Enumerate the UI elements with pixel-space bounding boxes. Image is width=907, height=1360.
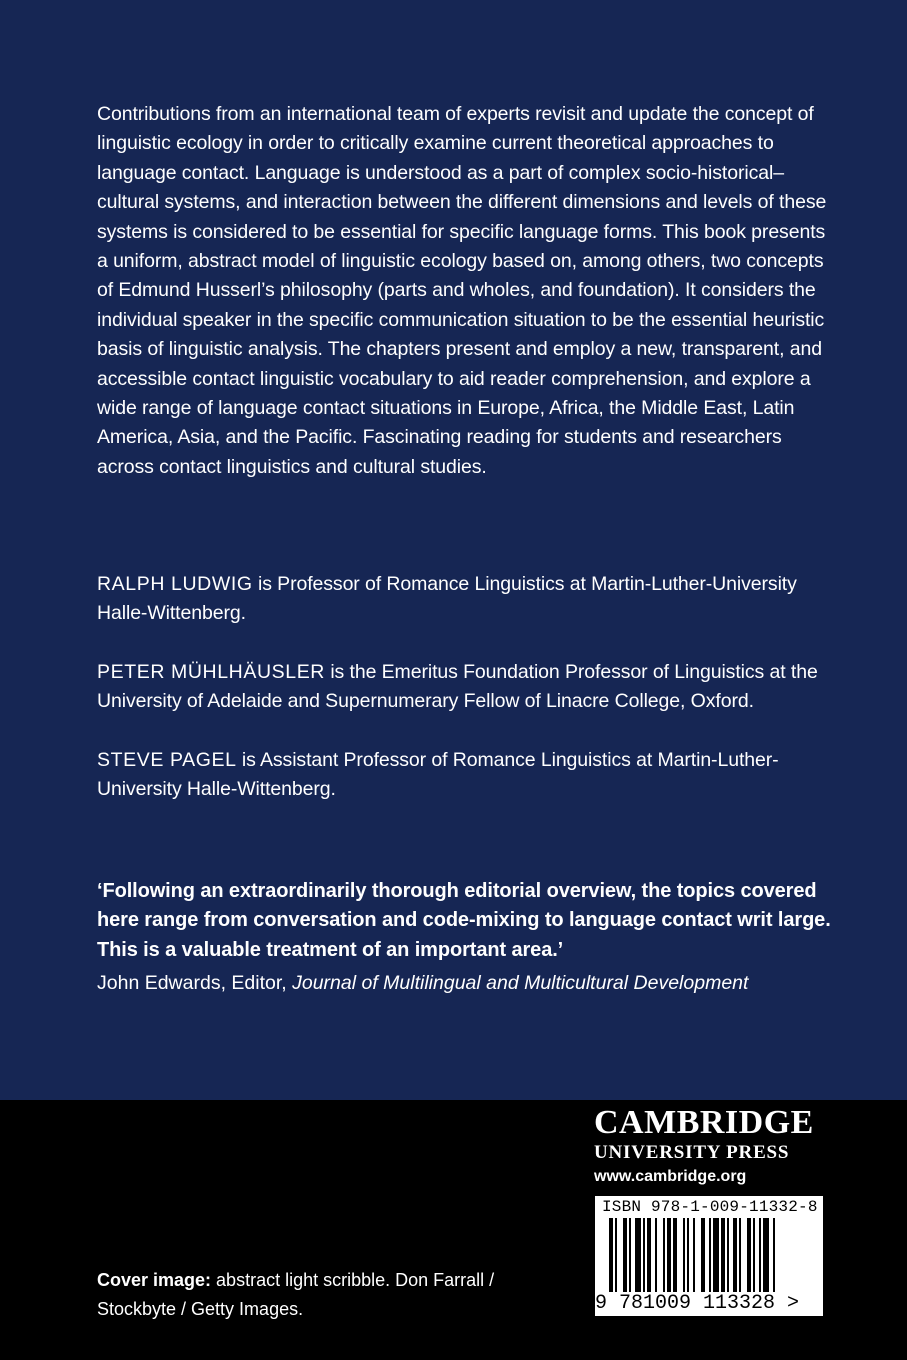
author-bio-pagel (97, 746, 837, 805)
author-bio-muhlhausler (97, 658, 837, 717)
review-block (97, 877, 857, 998)
author-description: is the Emeritus Foundation Professor of Linguistics at the University of Adelaide and Supernumerary Fellow of Linacre College, Oxford. (97, 660, 818, 713)
credit-label: Cover image: (97, 1270, 212, 1290)
author-description: is Professor of Romance Linguistics at Martin-Luther-University Halle-Wittenberg. (97, 573, 797, 625)
author-name: RALPH LUDWIG (97, 573, 253, 595)
journal-title: Journal of Multilingual and Multicultural Development (292, 972, 749, 995)
cover-footer-panel (0, 1100, 907, 1360)
barcode-label (595, 1196, 823, 1316)
publisher-logo (594, 1104, 834, 1190)
book-description: Contributions from an international team of experts revisit and update the concept of linguistic ecology in order to critically examine current theoretical approaches to language contact. Language is understood as a part of complex socio-historical–cultural systems, and interaction between the different dimensions and levels of these systems is considered to be essential for specific language forms. This book presents a uniform, abstract model of linguistic ecology based on, among others, two concepts of Edmund Husserl’s philosophy (parts and wholes, and foundation). It considers the individual speaker in the specific communication situation to be the essential heuristic basis of linguistic analysis. The chapters present and employ a new, transparent, and accessible contact linguistic vocabulary to aid reader comprehension, and explore a wide range of language contact situations in Europe, Africa, the Middle East, Latin America, Asia, and the Pacific. Fascinating reading for students and researchers across contact linguistics and cultural studies. (97, 103, 827, 478)
reviewer-name: John Edwards, Editor, (97, 972, 293, 995)
cover-image-credit (97, 1266, 537, 1324)
author-bio-ludwig (97, 570, 837, 629)
author-description: is Assistant Professor of Romance Linguistics at Martin-Luther-University Halle-Wittenberg. (97, 748, 779, 801)
author-name: STEVE PAGEL (97, 748, 237, 771)
review-attribution (97, 969, 857, 998)
publisher-subtitle: UNIVERSITY PRESS (594, 1142, 790, 1163)
barcode-digits: 9 781009 113328 > (595, 1292, 800, 1315)
review-quote: ‘Following an extraordinarily thorough editorial overview, the topics covered here range from conversation and code-mixing to language contact writ large. This is a valuable treatment of an important area.’ (97, 880, 831, 961)
publisher-name: CAMBRIDGE (594, 1104, 814, 1141)
author-name: PETER MÜHLHÄUSLER (97, 660, 325, 683)
credit-text: abstract light scribble. Don Farrall / Stockbyte / Getty Images. (97, 1270, 495, 1319)
isbn-number: ISBN 978-1-009-11332-8 (602, 1198, 818, 1216)
publisher-url: www.cambridge.org (594, 1168, 747, 1185)
author-bios (97, 570, 837, 833)
